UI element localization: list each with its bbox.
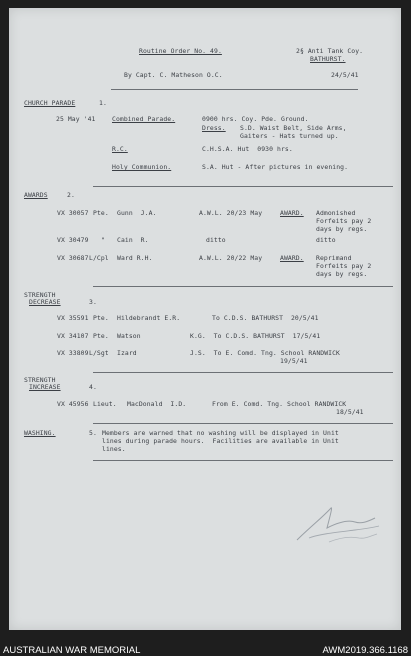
award-text-1: Admonished bbox=[316, 209, 356, 217]
award-num: VX 30687 bbox=[57, 254, 89, 262]
decrease-detail: K.G. To C.D.S. BATHURST 17/5/41 bbox=[190, 332, 321, 340]
section-number: 4. bbox=[89, 383, 97, 391]
combined-parade-detail: 0900 hrs. Coy. Pde. Ground. bbox=[202, 115, 309, 123]
award-label: AWARD. bbox=[280, 209, 304, 217]
section-number: 3. bbox=[89, 298, 97, 306]
washing-text-1: Members are warned that no washing will be displayed in Unit bbox=[102, 429, 339, 437]
award-charge: A.W.L. 20/23 May bbox=[199, 209, 263, 217]
washing-text-3: lines. bbox=[102, 445, 126, 453]
decrease-name: Hildebrandt E.R. bbox=[117, 314, 181, 322]
order-title: Routine Order No. 49. bbox=[139, 47, 222, 55]
section-heading-strength: STRENGTH bbox=[24, 291, 56, 299]
decrease-num: VX 34107 bbox=[57, 332, 89, 340]
award-text-1: ditto bbox=[316, 236, 336, 244]
by-line: By Capt. C. Matheson O.C. bbox=[124, 71, 223, 79]
decrease-detail: To C.D.S. BATHURST 20/5/41 bbox=[212, 314, 319, 322]
header-rule bbox=[111, 89, 358, 90]
award-name: Gunn J.A. bbox=[117, 209, 157, 217]
footer-institution: AUSTRALIAN WAR MEMORIAL bbox=[3, 645, 141, 656]
section-heading-strength: STRENGTH bbox=[24, 376, 56, 384]
footer-accession-number: AWM2019.366.1168 bbox=[322, 645, 408, 656]
section-heading-church-parade: CHURCH PARADE bbox=[24, 99, 76, 107]
section-rule bbox=[93, 186, 393, 187]
decrease-rank: Pte. bbox=[93, 314, 109, 322]
award-text-3: days by regs. bbox=[316, 270, 368, 278]
section-rule bbox=[93, 286, 393, 287]
increase-name: MacDonald I.D. bbox=[127, 400, 187, 408]
increase-num: VX 45956 bbox=[57, 400, 89, 408]
unit-location: BATHURST. bbox=[310, 55, 346, 63]
award-text-2: Forfeits pay 2 bbox=[316, 262, 372, 270]
award-charge: ditto bbox=[206, 236, 226, 244]
section-rule bbox=[93, 423, 393, 424]
document-page bbox=[9, 8, 401, 630]
holy-communion-label: Holy Communion. bbox=[112, 163, 172, 171]
decrease-name: Watson bbox=[117, 332, 141, 340]
section-rule bbox=[93, 372, 393, 373]
section-heading-increase: INCREASE bbox=[29, 383, 61, 391]
order-date: 24/5/41 bbox=[331, 71, 359, 79]
increase-rank: Lieut. bbox=[93, 400, 117, 408]
section-number: 2. bbox=[67, 191, 75, 199]
section-number: 5. bbox=[89, 429, 97, 437]
section-heading-washing: WASHING. bbox=[24, 429, 56, 437]
decrease-name: Izard bbox=[117, 349, 137, 357]
dress-label: Dress. bbox=[202, 124, 226, 132]
section-number: 1. bbox=[99, 99, 107, 107]
unit-name: 2§ Anti Tank Coy. bbox=[296, 47, 364, 55]
decrease-detail-date: 19/5/41 bbox=[280, 357, 308, 365]
combined-parade-label: Combined Parade. bbox=[112, 115, 176, 123]
increase-detail: From E. Comd. Tng. School RANDWICK bbox=[212, 400, 347, 408]
award-text-1: Reprimand bbox=[316, 254, 352, 262]
rc-label: R.C. bbox=[112, 145, 128, 153]
award-rank: " bbox=[101, 236, 105, 244]
award-rank: Pte. bbox=[93, 209, 109, 217]
award-text-3: days by regs. bbox=[316, 225, 368, 233]
decrease-rank: L/Sgt bbox=[89, 349, 109, 357]
signature-icon bbox=[289, 498, 389, 548]
section-heading-awards: AWARDS bbox=[24, 191, 48, 199]
award-charge: A.W.L. 20/22 May bbox=[199, 254, 263, 262]
increase-detail-date: 18/5/41 bbox=[336, 408, 364, 416]
dress-detail-1: S.D. Waist Belt, Side Arms, bbox=[240, 124, 347, 132]
decrease-num: VX 35591 bbox=[57, 314, 89, 322]
award-text-2: Forfeits pay 2 bbox=[316, 217, 372, 225]
holy-communion-detail: S.A. Hut - After pictures in evening. bbox=[202, 163, 349, 171]
decrease-num: VX 33809 bbox=[57, 349, 89, 357]
section-heading-decrease: DECREASE bbox=[29, 298, 61, 306]
award-name: Cain R. bbox=[117, 236, 149, 244]
award-num: VX 30479 bbox=[57, 236, 89, 244]
award-label: AWARD. bbox=[280, 254, 304, 262]
decrease-detail: J.S. To E. Comd. Tng. School RANDWICK bbox=[190, 349, 341, 357]
decrease-rank: Pte. bbox=[93, 332, 109, 340]
dress-detail-2: Gaiters - Hats turned up. bbox=[240, 132, 339, 140]
washing-text-2: lines during parade hours. Facilities are available in Unit bbox=[102, 437, 339, 445]
section-rule bbox=[93, 460, 393, 461]
award-num: VX 30057 bbox=[57, 209, 89, 217]
award-name: Ward R.H. bbox=[117, 254, 153, 262]
rc-detail: C.H.S.A. Hut 0930 hrs. bbox=[202, 145, 293, 153]
award-rank: L/Cpl bbox=[89, 254, 109, 262]
parade-date: 25 May '41 bbox=[56, 115, 96, 123]
